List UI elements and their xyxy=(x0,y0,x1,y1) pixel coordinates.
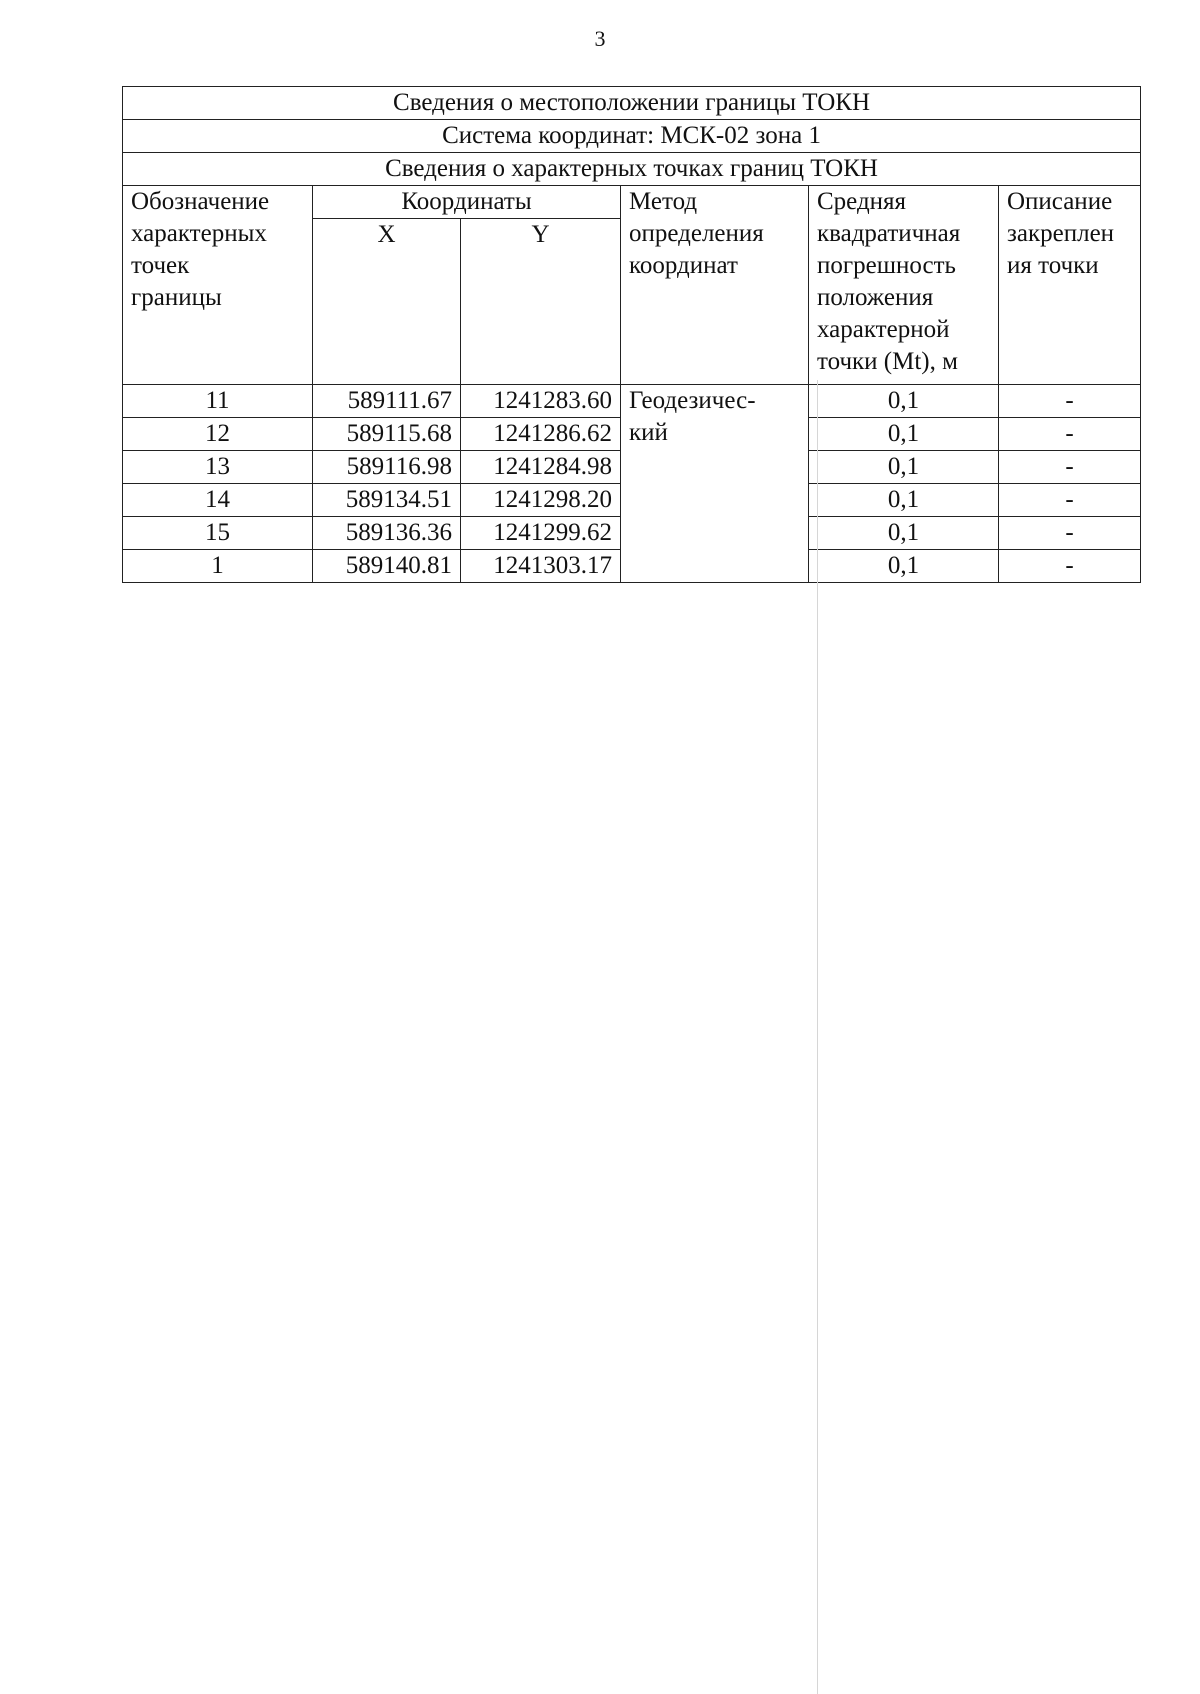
header-point-designation: Обозначение характерных точек границы xyxy=(123,186,313,385)
point-id: 13 xyxy=(123,451,313,484)
y-coordinate: 1241303.17 xyxy=(461,550,621,583)
page-number: 3 xyxy=(594,26,606,51)
coordinate-system: Система координат: МСК-02 зона 1 xyxy=(123,120,1141,153)
description-value: - xyxy=(999,418,1141,451)
method-value: Геодезичес- кий xyxy=(621,385,809,583)
y-coordinate: 1241286.62 xyxy=(461,418,621,451)
boundary-points-table xyxy=(122,86,1141,583)
header-x: X xyxy=(313,219,461,385)
point-id: 11 xyxy=(123,385,313,418)
error-value: 0,1 xyxy=(809,517,999,550)
point-id: 12 xyxy=(123,418,313,451)
x-coordinate: 589111.67 xyxy=(313,385,461,418)
point-id: 15 xyxy=(123,517,313,550)
x-coordinate: 589115.68 xyxy=(313,418,461,451)
error-value: 0,1 xyxy=(809,451,999,484)
x-coordinate: 589140.81 xyxy=(313,550,461,583)
description-value: - xyxy=(999,517,1141,550)
header-description: Описание закреплен ия точки xyxy=(999,186,1141,385)
error-value: 0,1 xyxy=(809,418,999,451)
header-error: Средняя квадратичная погрешность положения характерной точки (Mt), м xyxy=(809,186,999,385)
x-coordinate: 589134.51 xyxy=(313,484,461,517)
description-value: - xyxy=(999,451,1141,484)
error-value: 0,1 xyxy=(809,385,999,418)
table-title: Сведения о местоположении границы ТОКН xyxy=(123,87,1141,120)
y-coordinate: 1241298.20 xyxy=(461,484,621,517)
header-coordinates: Координаты xyxy=(313,186,621,219)
table-row xyxy=(123,385,1141,418)
y-coordinate: 1241283.60 xyxy=(461,385,621,418)
error-value: 0,1 xyxy=(809,484,999,517)
header-method: Метод определения координат xyxy=(621,186,809,385)
description-value: - xyxy=(999,484,1141,517)
description-value: - xyxy=(999,385,1141,418)
point-id: 14 xyxy=(123,484,313,517)
header-y: Y xyxy=(461,219,621,385)
x-coordinate: 589136.36 xyxy=(313,517,461,550)
y-coordinate: 1241299.62 xyxy=(461,517,621,550)
error-value: 0,1 xyxy=(809,550,999,583)
section-title: Сведения о характерных точках границ ТОКН xyxy=(123,153,1141,186)
description-value: - xyxy=(999,550,1141,583)
scan-artifact-line xyxy=(817,380,818,1694)
x-coordinate: 589116.98 xyxy=(313,451,461,484)
point-id: 1 xyxy=(123,550,313,583)
y-coordinate: 1241284.98 xyxy=(461,451,621,484)
